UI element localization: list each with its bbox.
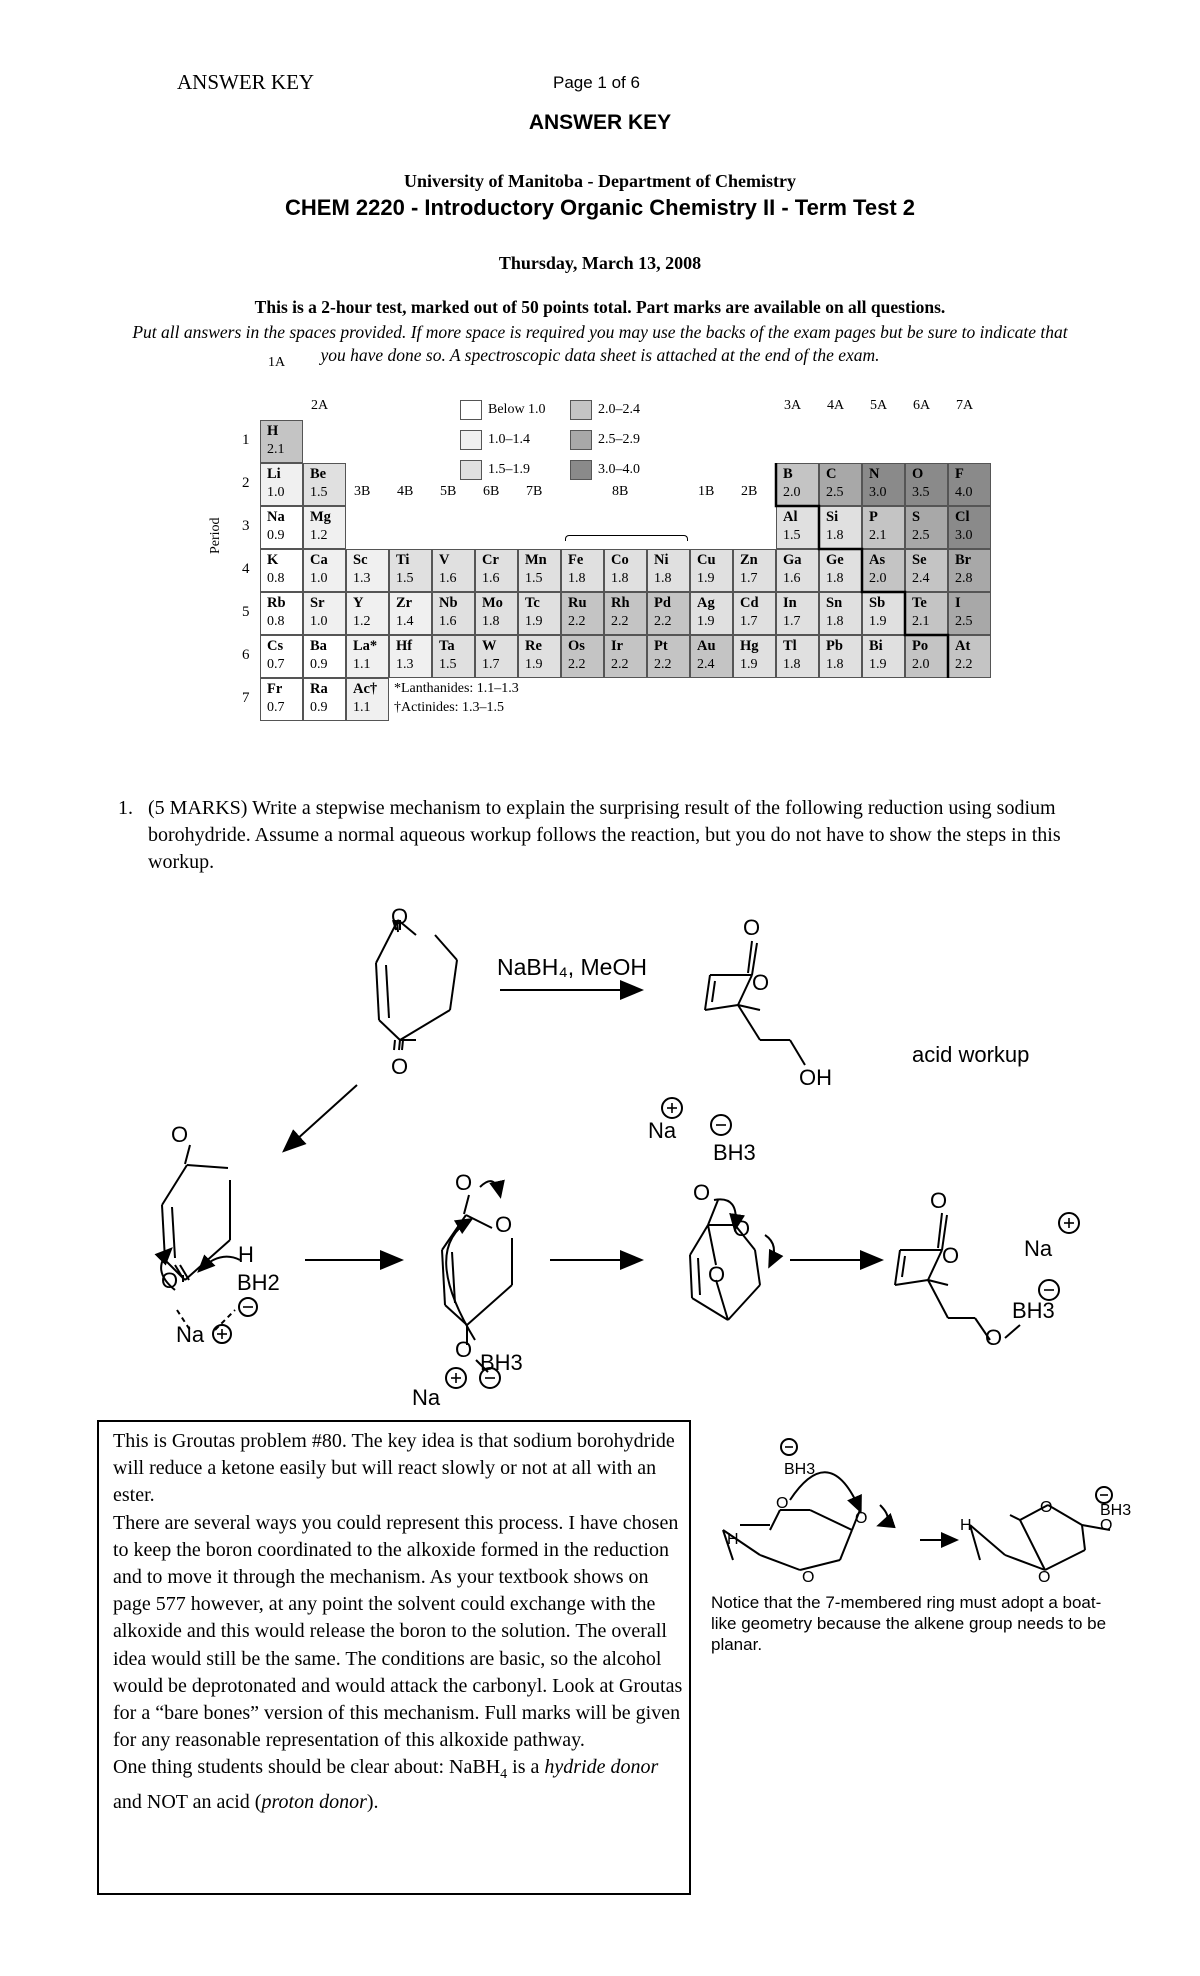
reagent-label: NaBH₄, MeOH bbox=[497, 954, 647, 980]
element-symbol: P bbox=[869, 509, 878, 525]
electronegativity-value: 2.2 bbox=[568, 657, 586, 672]
electronegativity-value: 0.7 bbox=[267, 657, 285, 672]
electronegativity-value: 1.0 bbox=[310, 614, 328, 629]
element-symbol: Po bbox=[912, 638, 929, 654]
group-label: 6B bbox=[483, 484, 500, 499]
electronegativity-value: 0.8 bbox=[267, 614, 285, 629]
element-symbol: V bbox=[439, 552, 450, 568]
element-symbol: Li bbox=[267, 466, 281, 482]
electronegativity-value: 0.9 bbox=[310, 700, 328, 715]
element-symbol: F bbox=[955, 466, 964, 482]
sodium-label: Na bbox=[176, 1322, 205, 1347]
instructions-bold: This is a 2-hour test, marked out of 50 points total. Part marks are available on all questions. bbox=[254, 297, 946, 317]
element-symbol: Ra bbox=[310, 681, 328, 697]
hydride-donor-term: hydride donor bbox=[544, 1756, 659, 1779]
electronegativity-value: 1.9 bbox=[697, 614, 715, 629]
answer-text-segment: and NOT an acid ( bbox=[113, 1790, 262, 1813]
element-symbol: In bbox=[783, 595, 797, 611]
element-symbol: O bbox=[912, 466, 924, 482]
atom-h: H bbox=[727, 1531, 739, 1548]
atom-o: O bbox=[1100, 1517, 1113, 1534]
element-symbol: K bbox=[267, 552, 279, 568]
electronegativity-value: 1.7 bbox=[740, 571, 758, 586]
atom-o: O bbox=[495, 1212, 513, 1237]
atom-o: O bbox=[743, 915, 761, 940]
electronegativity-value: 1.4 bbox=[396, 614, 414, 629]
actinides-footnote: †Actinides: 1.3–1.5 bbox=[394, 700, 505, 715]
element-symbol: Sn bbox=[826, 595, 843, 611]
electronegativity-value: 1.9 bbox=[697, 571, 715, 586]
period-axis-label: Period bbox=[208, 517, 223, 554]
period-number: 4 bbox=[242, 561, 250, 577]
electronegativity-value: 2.5 bbox=[912, 528, 930, 543]
lanthanides-footnote: *Lanthanides: 1.1–1.3 bbox=[394, 681, 519, 696]
bh3-label: BH3 bbox=[713, 1140, 756, 1165]
atom-o: O bbox=[930, 1188, 948, 1213]
element-symbol: N bbox=[869, 466, 880, 482]
element-symbol: Cs bbox=[267, 638, 284, 654]
bh3-label: BH3 bbox=[784, 1461, 816, 1478]
element-symbol: Tc bbox=[525, 595, 540, 611]
element-symbol: Nb bbox=[439, 595, 458, 611]
answer-explanation bbox=[113, 1428, 683, 1816]
answer-paragraph-3 bbox=[113, 1754, 683, 1815]
element-symbol: Fe bbox=[568, 552, 584, 568]
group-label: 4A bbox=[827, 398, 845, 413]
element-symbol: H bbox=[267, 423, 279, 439]
electronegativity-value: 1.0 bbox=[267, 485, 285, 500]
element-symbol: Bi bbox=[869, 638, 883, 654]
electronegativity-value: 2.0 bbox=[783, 485, 801, 500]
element-symbol: Tl bbox=[783, 638, 797, 654]
legend-label: 2.5–2.9 bbox=[598, 432, 640, 447]
element-symbol: Br bbox=[955, 552, 972, 568]
element-symbol: Pt bbox=[654, 638, 668, 654]
electronegativity-value: 1.1 bbox=[353, 657, 371, 672]
electronegativity-value: 1.8 bbox=[482, 614, 500, 629]
element-symbol: Si bbox=[826, 509, 839, 525]
product-butenolide bbox=[705, 941, 805, 1065]
bh3-label: BH3 bbox=[1012, 1298, 1055, 1323]
product-alkoxide bbox=[895, 1213, 1020, 1340]
intermediate-1 bbox=[161, 1145, 240, 1330]
element-symbol: Fr bbox=[267, 681, 283, 697]
intermediate-2 bbox=[442, 1181, 512, 1372]
electronegativity-value: 2.5 bbox=[826, 485, 844, 500]
atom-o: O bbox=[942, 1243, 960, 1268]
electronegativity-value: 1.5 bbox=[310, 485, 328, 500]
electronegativity-value: 1.6 bbox=[439, 614, 457, 629]
bh3-label: BH3 bbox=[480, 1350, 523, 1375]
element-symbol: S bbox=[912, 509, 921, 525]
element-symbol: W bbox=[482, 638, 497, 654]
university-line: University of Manitoba - Department of Chemistry bbox=[404, 171, 796, 191]
instructions-italic: Put all answers in the spaces provided. If more space is required you may use the backs of the exam pages but be sure to indicate that you have done so. A spectroscopic data sheet is attached at the end of the exam. bbox=[132, 322, 1068, 365]
group-label: 3B bbox=[354, 484, 371, 499]
element-symbol: Be bbox=[310, 466, 327, 482]
legend-label: Below 1.0 bbox=[488, 402, 546, 417]
electronegativity-value: 0.7 bbox=[267, 700, 285, 715]
electronegativity-value: 2.2 bbox=[654, 614, 672, 629]
electronegativity-value: 2.1 bbox=[869, 528, 887, 543]
element-symbol: Ti bbox=[396, 552, 410, 568]
element-symbol: Re bbox=[525, 638, 542, 654]
element-symbol: At bbox=[955, 638, 971, 654]
element-symbol: Mo bbox=[482, 595, 503, 611]
electronegativity-value: 1.3 bbox=[396, 657, 414, 672]
electronegativity-value: 1.5 bbox=[783, 528, 801, 543]
element-symbol: Zn bbox=[740, 552, 758, 568]
electronegativity-value: 1.8 bbox=[568, 571, 586, 586]
period-number: 6 bbox=[242, 647, 250, 663]
element-symbol: Pd bbox=[654, 595, 671, 611]
legend-label: 1.5–1.9 bbox=[488, 462, 530, 477]
atom-o: O bbox=[455, 1337, 473, 1362]
element-symbol: Ru bbox=[568, 595, 587, 611]
element-symbol: Os bbox=[568, 638, 585, 654]
element-symbol: Co bbox=[611, 552, 629, 568]
electronegativity-value: 1.7 bbox=[740, 614, 758, 629]
acid-workup-label: acid workup bbox=[912, 1042, 1030, 1067]
element-symbol: Zr bbox=[396, 595, 413, 611]
element-symbol: Ca bbox=[310, 552, 328, 568]
group-label: 1A bbox=[268, 355, 286, 370]
element-symbol: Ba bbox=[310, 638, 327, 654]
atom-o: O bbox=[391, 904, 409, 929]
element-symbol: Ac† bbox=[353, 681, 378, 697]
electronegativity-value: 2.0 bbox=[869, 571, 887, 586]
element-symbol: Al bbox=[783, 509, 798, 525]
legend-label: 1.0–1.4 bbox=[488, 432, 530, 447]
page-number: Page 1 of 6 bbox=[553, 73, 640, 92]
page-title: ANSWER KEY bbox=[528, 111, 672, 134]
atom-o: O bbox=[733, 1216, 751, 1241]
element-symbol: Ta bbox=[439, 638, 455, 654]
element-symbol: Mn bbox=[525, 552, 547, 568]
course-title: CHEM 2220 - Introductory Organic Chemistry II - Term Test 2 bbox=[285, 195, 915, 220]
header-answer-key: ANSWER KEY bbox=[177, 70, 315, 94]
atom-o: O bbox=[855, 1510, 868, 1527]
sodium-label: Na bbox=[1024, 1236, 1053, 1261]
electronegativity-value: 2.2 bbox=[654, 657, 672, 672]
question-number: 1. bbox=[118, 797, 133, 819]
electronegativity-value: 1.8 bbox=[826, 657, 844, 672]
electronegativity-value: 1.5 bbox=[439, 657, 457, 672]
electronegativity-value: 3.5 bbox=[912, 485, 930, 500]
electronegativity-value: 2.2 bbox=[568, 614, 586, 629]
answer-paragraph-1: This is Groutas problem #80. The key idea is that sodium borohydride will reduce a ketone easily but will react slowly or not at all with an ester. bbox=[113, 1430, 675, 1507]
element-symbol: Rh bbox=[611, 595, 630, 611]
electronegativity-value: 1.0 bbox=[310, 571, 328, 586]
group-label: 7A bbox=[956, 398, 974, 413]
element-symbol: Se bbox=[912, 552, 927, 568]
legend-label: 2.0–2.4 bbox=[598, 402, 640, 417]
element-symbol: Ga bbox=[783, 552, 802, 568]
atom-o: O bbox=[708, 1262, 726, 1287]
electronegativity-value: 1.8 bbox=[826, 528, 844, 543]
electronegativity-value: 2.4 bbox=[912, 571, 930, 586]
electronegativity-value: 1.8 bbox=[654, 571, 672, 586]
atom-o: O bbox=[776, 1495, 789, 1512]
hydroxyl-label: OH bbox=[799, 1065, 832, 1090]
period-number: 5 bbox=[242, 604, 250, 620]
element-symbol: Cd bbox=[740, 595, 759, 611]
period-number: 2 bbox=[242, 475, 250, 491]
element-symbol: Ir bbox=[611, 638, 624, 654]
atom-o: O bbox=[171, 1122, 189, 1147]
group-label: 3A bbox=[784, 398, 802, 413]
electronegativity-value: 2.8 bbox=[955, 571, 973, 586]
element-symbol: Cl bbox=[955, 509, 970, 525]
group-label: 5B bbox=[440, 484, 457, 499]
electronegativity-value: 0.9 bbox=[310, 657, 328, 672]
electronegativity-value: 1.8 bbox=[826, 571, 844, 586]
atom-o: O bbox=[985, 1325, 1003, 1350]
group-label: 5A bbox=[870, 398, 888, 413]
atom-o: O bbox=[693, 1180, 711, 1205]
electronegativity-value: 2.1 bbox=[912, 614, 930, 629]
electronegativity-value: 1.8 bbox=[783, 657, 801, 672]
electronegativity-value: 1.3 bbox=[353, 571, 371, 586]
electronegativity-value: 1.9 bbox=[525, 614, 543, 629]
electronegativity-value: 2.4 bbox=[697, 657, 715, 672]
electronegativity-value: 1.8 bbox=[826, 614, 844, 629]
legend-label: 3.0–4.0 bbox=[598, 462, 640, 477]
element-symbol: Sr bbox=[310, 595, 325, 611]
electronegativity-value: 1.6 bbox=[482, 571, 500, 586]
intermediate-3-bicyclic bbox=[690, 1199, 774, 1320]
element-symbol: Cr bbox=[482, 552, 499, 568]
element-symbol: Rb bbox=[267, 595, 286, 611]
element-symbol: Ge bbox=[826, 552, 844, 568]
answer-paragraph-2: There are several ways you could represent this process. I have chosen to keep the boron coordinated to the alkoxide formed in the reduction and to move it through the mechanism. As your textbook shows on page 577 however, at any point the solvent could exchange with the alkoxide and this would release the boron to the solution. The overall idea would still be the same. The conditions are basic, so the alcohol would be deprotonated and would attack the carbonyl. Look at Groutas for a “bare bones” version of this mechanism. Full marks will be given for any reasonable representation of this alkoxide pathway. bbox=[113, 1511, 683, 1752]
proton-donor-term: proton donor bbox=[261, 1790, 367, 1813]
electronegativity-value: 1.9 bbox=[869, 657, 887, 672]
element-symbol: Au bbox=[697, 638, 716, 654]
subscript-4: 4 bbox=[500, 1767, 508, 1783]
group-label: 6A bbox=[913, 398, 931, 413]
element-symbol: Sb bbox=[869, 595, 886, 611]
diagonal-arrow bbox=[285, 1085, 357, 1150]
electronegativity-value: 1.5 bbox=[396, 571, 414, 586]
electronegativity-value: 2.2 bbox=[955, 657, 973, 672]
starting-material-keto-lactone bbox=[376, 920, 457, 1050]
atom-o: O bbox=[1038, 1569, 1051, 1586]
element-symbol: Na bbox=[267, 509, 285, 525]
atom-o: O bbox=[161, 1268, 179, 1293]
element-symbol: C bbox=[826, 466, 837, 482]
sodium-label: Na bbox=[648, 1118, 677, 1143]
element-symbol: As bbox=[869, 552, 886, 568]
electronegativity-value: 1.2 bbox=[310, 528, 328, 543]
group-label: 7B bbox=[526, 484, 543, 499]
electronegativity-value: 1.9 bbox=[869, 614, 887, 629]
atom-o: O bbox=[391, 1054, 409, 1079]
electronegativity-value: 2.2 bbox=[611, 657, 629, 672]
electronegativity-value: 0.9 bbox=[267, 528, 285, 543]
electronegativity-value: 1.8 bbox=[611, 571, 629, 586]
electronegativity-value: 2.0 bbox=[912, 657, 930, 672]
electronegativity-value: 0.8 bbox=[267, 571, 285, 586]
question-text: (5 MARKS) Write a stepwise mechanism to explain the surprising result of the following reduction using sodium borohydride. Assume a normal aqueous workup follows the reaction, but you do not have to show the steps in this workup. bbox=[148, 797, 1061, 873]
element-symbol: I bbox=[955, 595, 961, 611]
electronegativity-value: 1.5 bbox=[525, 571, 543, 586]
element-symbol: Sc bbox=[353, 552, 368, 568]
electronegativity-value: 4.0 bbox=[955, 485, 973, 500]
electronegativity-value: 1.6 bbox=[783, 571, 801, 586]
electronegativity-value: 3.0 bbox=[955, 528, 973, 543]
group-label: 8B bbox=[612, 484, 629, 499]
answer-text-segment: is a bbox=[507, 1756, 545, 1779]
atom-o: O bbox=[1040, 1499, 1053, 1516]
electronegativity-value: 3.0 bbox=[869, 485, 887, 500]
bh3-label: BH3 bbox=[1100, 1502, 1132, 1519]
element-symbol: Mg bbox=[310, 509, 331, 525]
electronegativity-value: 1.9 bbox=[740, 657, 758, 672]
group-label: 4B bbox=[397, 484, 414, 499]
electronegativity-value: 1.7 bbox=[783, 614, 801, 629]
atom-o: O bbox=[752, 970, 770, 995]
answer-text-segment: ). bbox=[366, 1790, 379, 1813]
electronegativity-value: 1.9 bbox=[525, 657, 543, 672]
period-number: 1 bbox=[242, 432, 250, 448]
element-symbol: La* bbox=[353, 638, 378, 654]
boat-geometry-note: Notice that the 7-membered ring must adopt a boat-like geometry because the alkene group needs to be planar. bbox=[711, 1593, 1107, 1654]
test-date: Thursday, March 13, 2008 bbox=[498, 253, 702, 273]
element-symbol: Hg bbox=[740, 638, 759, 654]
electronegativity-value: 1.1 bbox=[353, 700, 371, 715]
element-symbol: Ag bbox=[697, 595, 715, 611]
atom-o: O bbox=[802, 1569, 815, 1586]
element-symbol: Ni bbox=[654, 552, 669, 568]
group-label: 2B bbox=[741, 484, 758, 499]
atom-o: O bbox=[455, 1170, 473, 1195]
electronegativity-value: 2.5 bbox=[955, 614, 973, 629]
element-symbol: B bbox=[783, 466, 793, 482]
electronegativity-value: 2.2 bbox=[611, 614, 629, 629]
electronegativity-value: 1.6 bbox=[439, 571, 457, 586]
atom-h: H bbox=[238, 1242, 254, 1267]
atom-h: H bbox=[960, 1517, 972, 1534]
bh2-label: BH2 bbox=[237, 1270, 280, 1295]
electronegativity-value: 1.7 bbox=[482, 657, 500, 672]
group-label: 1B bbox=[698, 484, 715, 499]
element-symbol: Hf bbox=[396, 638, 413, 654]
group-label: 2A bbox=[311, 398, 329, 413]
sodium-label: Na bbox=[412, 1385, 441, 1410]
element-symbol: Te bbox=[912, 595, 927, 611]
element-symbol: Cu bbox=[697, 552, 716, 568]
answer-text-segment: One thing students should be clear about: NaBH bbox=[113, 1756, 501, 1779]
electronegativity-value: 2.1 bbox=[267, 442, 285, 457]
electronegativity-value: 1.2 bbox=[353, 614, 371, 629]
element-symbol: Y bbox=[353, 595, 364, 611]
element-symbol: Pb bbox=[826, 638, 843, 654]
period-number: 7 bbox=[242, 690, 250, 706]
period-number: 3 bbox=[242, 518, 250, 534]
